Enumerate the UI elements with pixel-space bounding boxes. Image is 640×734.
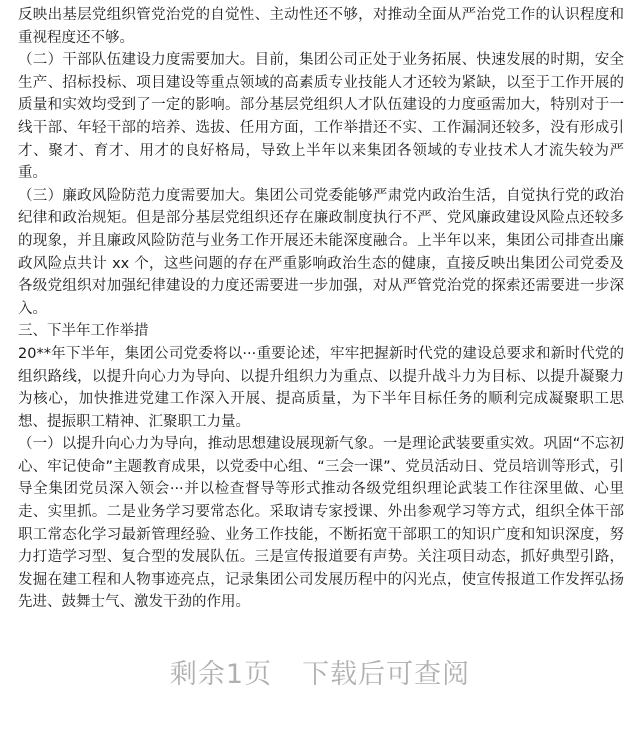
remaining-pages-banner[interactable] [0,652,640,691]
download-to-view-label: 下载后可查阅 [302,659,471,690]
document-body [18,4,624,614]
remaining-pages-label: 剩余1页 [169,659,273,690]
paragraph-continuation: 反映出基层党组织管党治党的自觉性、主动性还不够，对推动全面从严治党工作的认识程度和重视程度还不够。 [18,7,624,46]
paragraph-second-half-plan: 20**年下半年，集团公司党委将以···重要论述，牢牢把握新时代党的建设总要求和新时代党的组织路线，以提升向心力为导向、以提升组织力为重点、以提升战斗力为目标、以提升凝聚力为核心，加快推进党建工作深入开展、提高质量，为下半年目标任务的顺利完成凝聚职工思想、提振职工精神、汇聚职工力量。 [18,345,624,430]
section-heading: 三、下半年工作举措 [18,323,149,340]
paragraph-integrity-risk: （三）廉政风险防范力度需要加大。集团公司党委能够严肃党内政治生活，自觉执行党的政治纪律和政治规矩。但是部分基层党组织还存在廉政制度执行不严、党风廉政建设风险点还较多的现象，并且廉政风险防范与业务工作开展还未能深度融合。上半年以来，集团公司排查出廉政风险点共计 xx 个，这些问题的存在严重影响政治生态的健康，直接反映出集团公司党委及各级党组织对加强纪律建设的力度还需要进一步加强，对从严管党治党的探索还需要进一步深入。 [18,187,624,317]
paragraph-cadre-team: （二）干部队伍建设力度需要加大。目前，集团公司正处于业务拓展、快速发展的时期，安全生产、招标投标、项目建设等重点领域的高素质专业技能人才还较为紧缺，以至于工作开展的质量和实效均受到了一定的影响。部分基层党组织人才队伍建设的力度亟需加大，特别对于一线干部、年轻干部的培养、选拔、任用方面，工作举措还不实、工作漏洞还较多，没有形成引才、聚才、育才、用才的良好格局，导致上半年以来集团各领域的专业技术人才流失较为严重。 [18,52,624,182]
paragraph-ideological-building: （一）以提升向心力为导向，推动思想建设展现新气象。一是理论武装要重实效。巩固“不忘初心、牢记使命”主题教育成果，以党委中心组、“三会一课”、党员活动日、党员培训等形式，引导全集团党员深入领会···并以检查督导等形式推动各级党组织理论武装工作往深里做、心里走、实里抓。二是业务学习要常态化。采取请专家授课、外出参观学习等方式，组织全体干部职工常态化学习最新管理经验、业务工作技能，不断拓宽干部职工的知识广度和知识深度，努力打造学习型、复合型的发展队伍。三是宣传报道要有声势。关注项目动态，抓好典型引路，发掘在建工程和人物事迹亮点，记录集团公司发展历程中的闪光点，使宣传报道工作发挥弘扬先进、鼓舞士气、激发干劲的作用。 [18,436,624,611]
